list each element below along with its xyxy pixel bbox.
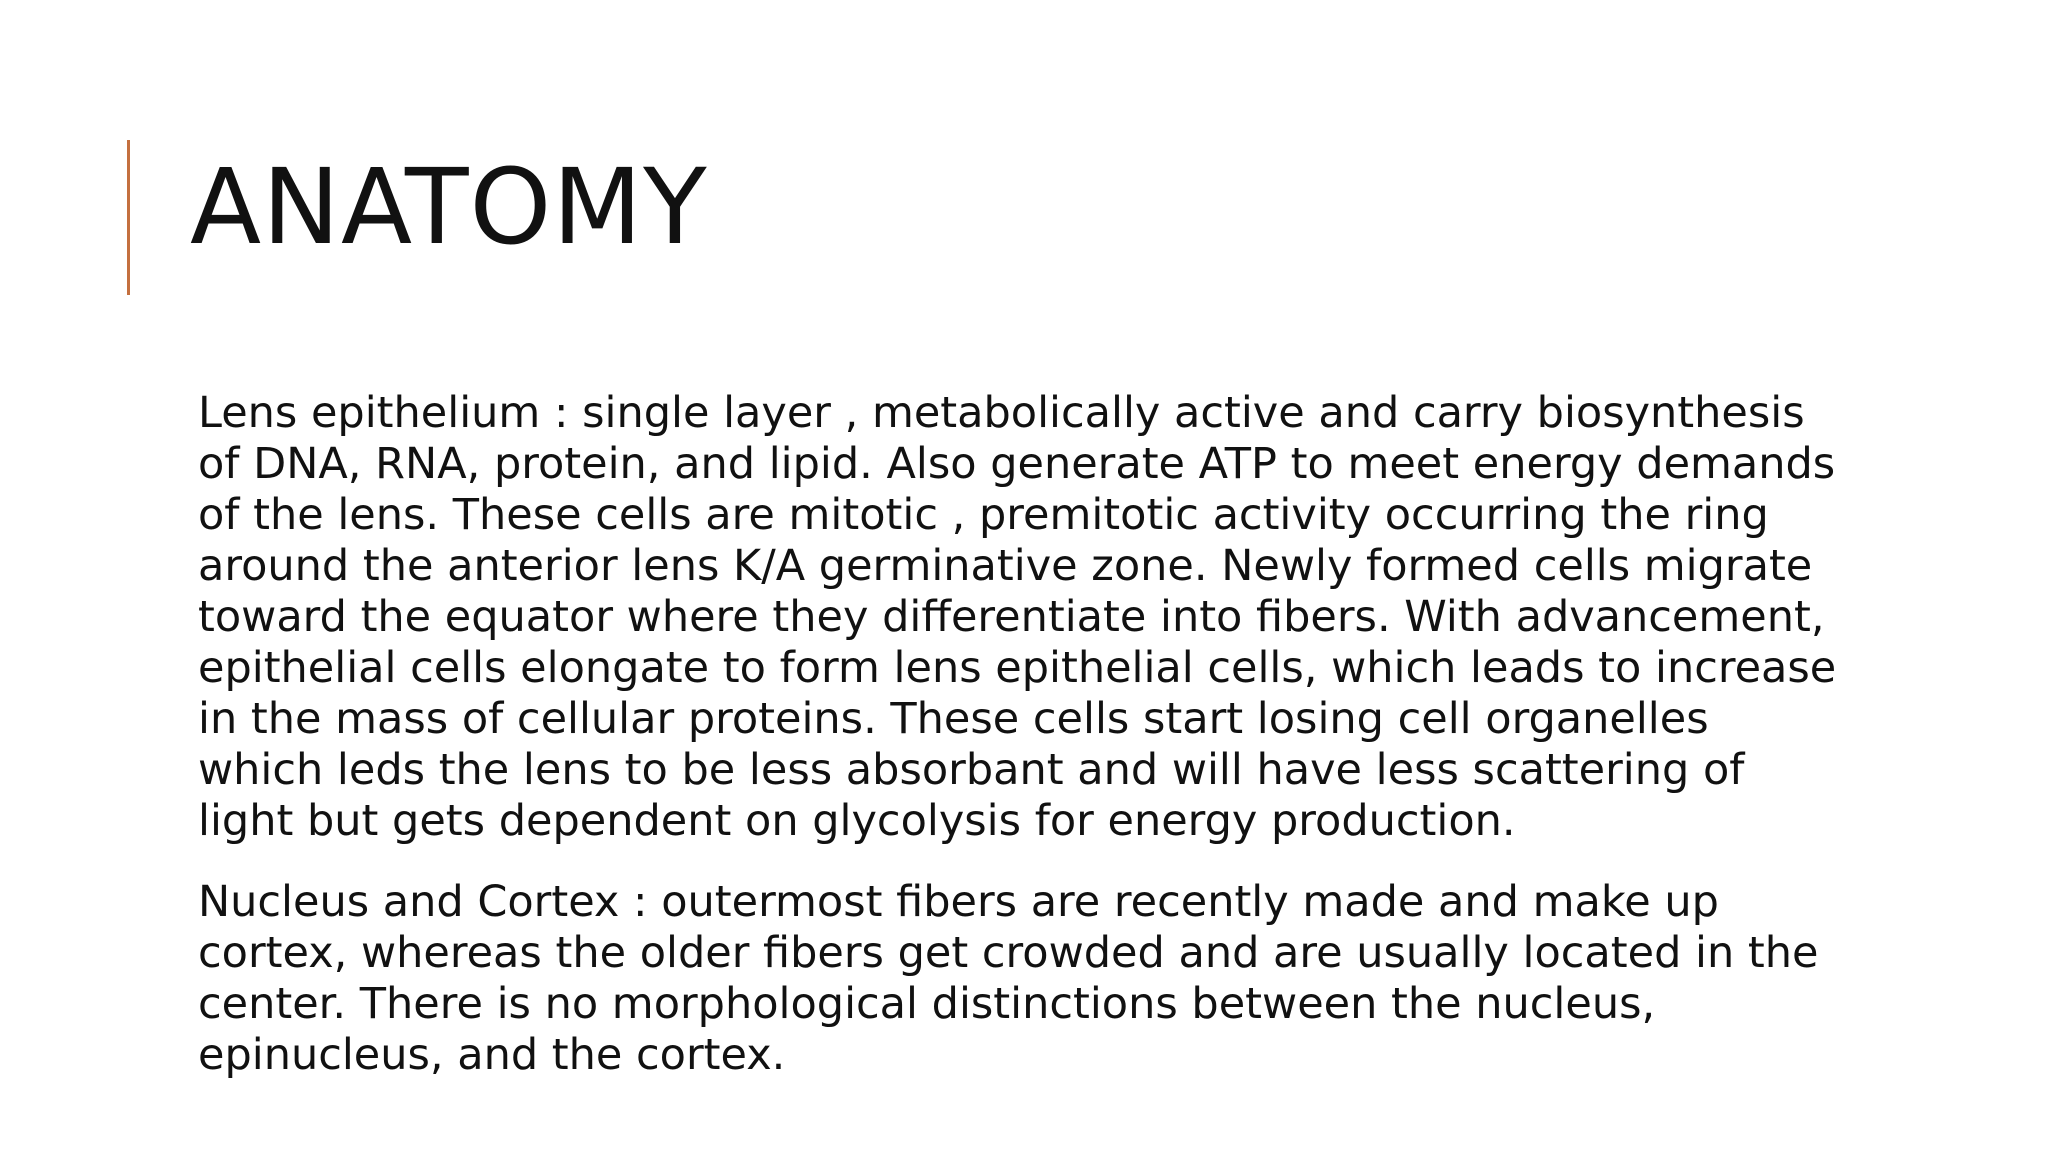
paragraph-lens-epithelium: Lens epithelium : single layer , metabolically active and carry biosynthesis of DNA, RNA, protein, and lipid. Also generate ATP to meet energy demands of the lens. These cells are mitotic , premitotic activity occurring the ring around the anterior lens K/A germinative zone. Newly formed cells migrate toward the equator where they differentiate into fibers. With advancement, epithelial cells elongate to form lens epithelial cells, which leads to increase in the mass of cellular proteins. These cells start losing cell organelles which leds the lens to be less absorbant and will have less scattering of light but gets dependent on glycolysis for energy production. — [198, 388, 1837, 846]
title-accent-bar — [127, 140, 130, 295]
slide-body — [198, 388, 1838, 1111]
slide-title: ANATOMY — [190, 146, 708, 268]
paragraph-nucleus-cortex: Nucleus and Cortex : outermost fibers are recently made and make up cortex, whereas the older fibers get crowded and are usually located in the center. There is no morphological distinctions between the nucleus, epinucleus, and the cortex. — [198, 877, 1819, 1080]
